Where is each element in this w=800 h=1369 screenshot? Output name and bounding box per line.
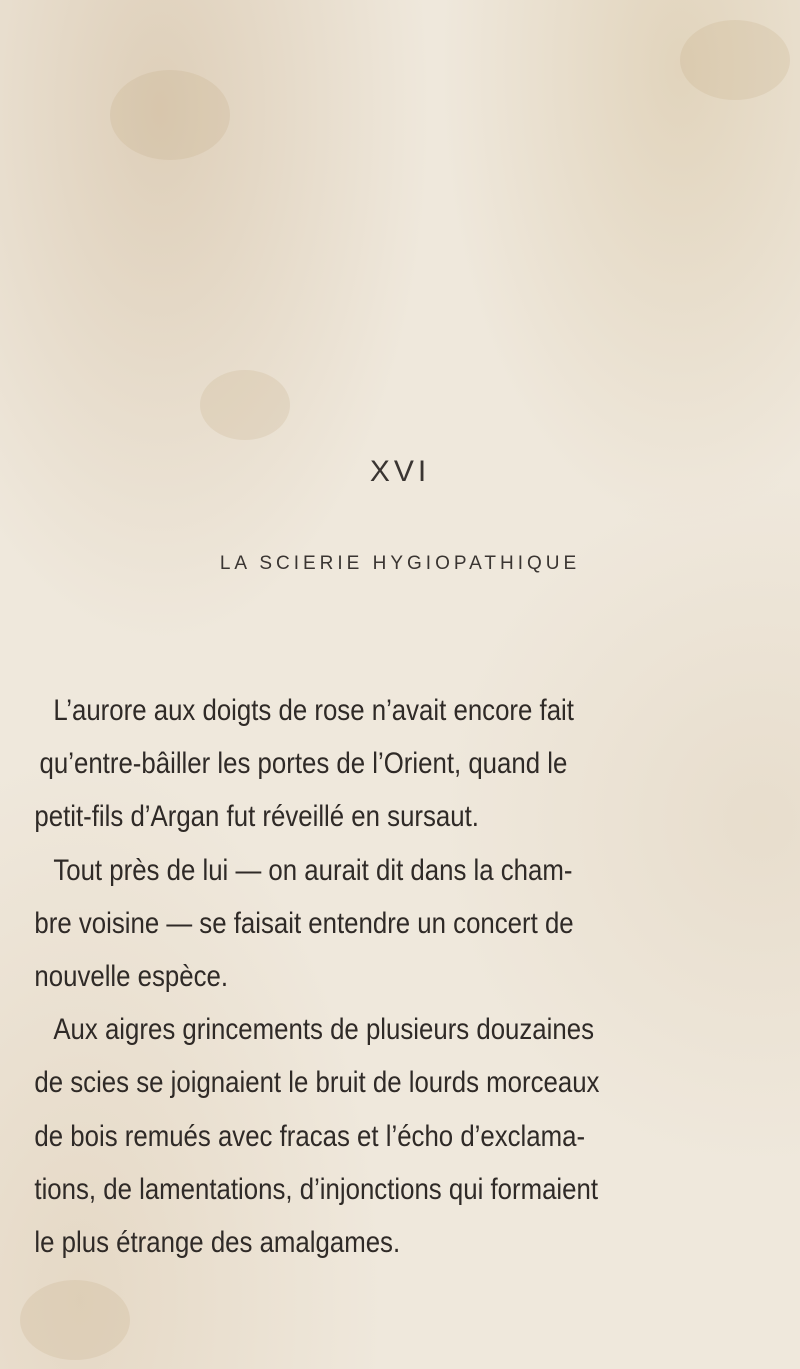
text-line: Aux aigres grincements de plusieurs douzaines xyxy=(53,1013,594,1047)
paper-stain xyxy=(110,70,230,160)
paper-stain xyxy=(200,370,290,440)
body-text xyxy=(0,684,800,1269)
text-line: L’aurore aux doigts de rose n’avait encore fait xyxy=(53,694,574,727)
paper-stain xyxy=(20,1280,130,1360)
chapter-title: LA SCIERIE HYGIOPATHIQUE xyxy=(219,553,581,574)
text-line: tions, de lamentations, d’injonctions qui formaient xyxy=(34,1172,599,1206)
text-line: qu’entre-bâiller les portes de l’Orient, quand le xyxy=(39,747,568,781)
text-line: nouvelle espèce. xyxy=(34,959,229,993)
text-line: de scies se joignaient le bruit de lourds morceaux xyxy=(34,1066,600,1100)
text-line: Tout près de lui — on aurait dit dans la cham- xyxy=(53,853,573,887)
chapter-number: XVI xyxy=(369,455,431,488)
text-line: bre voisine — se faisait entendre un concert de xyxy=(34,906,574,940)
text-line: de bois remués avec fracas et l’écho d’exclama- xyxy=(34,1119,586,1153)
paper-stain xyxy=(680,20,790,100)
text-line: le plus étrange des amalgames. xyxy=(34,1225,401,1259)
text-line: petit-fils d’Argan fut réveillé en sursaut. xyxy=(34,800,479,834)
